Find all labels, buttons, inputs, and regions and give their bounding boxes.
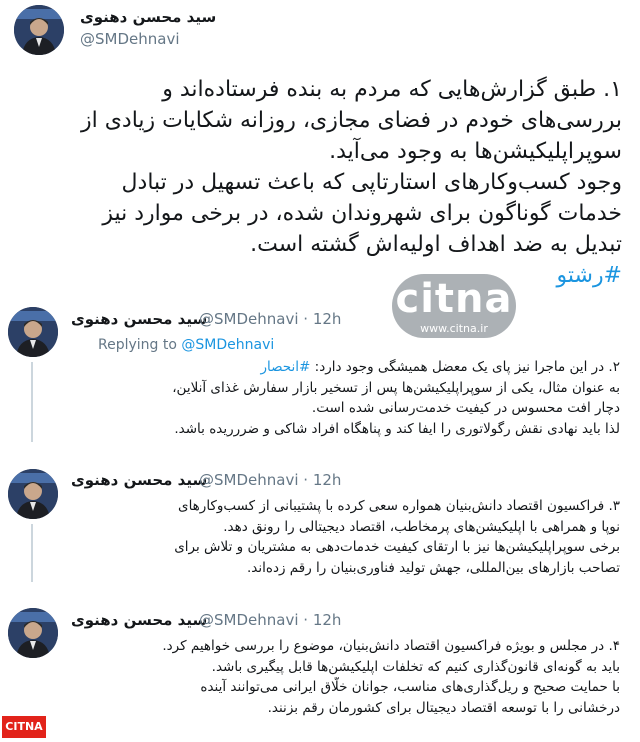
author-handle[interactable]: @SMDehnavi <box>80 30 180 48</box>
tweet-line: سوپراپلیکیشن‌ها به وجود می‌آید. <box>329 139 622 164</box>
avatar[interactable] <box>8 307 58 357</box>
avatar-image <box>8 307 58 357</box>
tweet-line: لذا باید نهادی نقش رگولاتوری را ایفا کند و پناهگاه افراد شاکی و ضررریده باشد. <box>174 420 620 437</box>
tweet-line: خدمات گوناگون برای شهروندان شده، در برخی موارد نیز <box>102 201 622 226</box>
tweet-text <box>88 636 620 718</box>
tweet-line: تبدیل به ضد اهداف اولیه‌اش گشته است. <box>250 232 622 257</box>
avatar[interactable] <box>14 5 64 55</box>
tweet-timestamp[interactable]: 12h <box>312 310 342 328</box>
tweet-line: به عنوان مثال، یکی از سوپراپلیکیشن‌ها پس از تسخیر بازار سفارش غذای آنلاین، <box>172 379 620 396</box>
tweet-line: بررسی‌های خودم در فضای مجازی، روزانه شکایات زیادی از <box>80 108 622 133</box>
watermark-logo-text: citna <box>395 276 513 322</box>
tweet-line: باید به گونه‌ای قانون‌گذاری کنیم که تخلفات اپلیکیشن‌ها قابل پیگیری باشد. <box>211 658 620 675</box>
tweet-text <box>88 496 620 578</box>
author-handle[interactable]: @SMDehnavi · 12h <box>199 471 342 489</box>
author-name[interactable]: سید محسن دهنوی <box>71 471 208 489</box>
tweet-line: ۲. در این ماجرا نیز پای یک معضل همیشگی وجود دارد: <box>314 359 620 375</box>
tweet-line: نوپا و همراهی با اپلیکیشن‌های پرمخاطب، اقتصاد دیجیتالی را رونق دهد. <box>223 518 620 535</box>
tweet-line: با حمایت صحیح و ریل‌گذاری‌های مناسب، جوانان خلّاق ایرانی می‌توانند آینده <box>200 679 620 695</box>
hashtag-link[interactable]: #انحصار <box>260 359 311 375</box>
replying-to-link[interactable]: @SMDehnavi <box>181 337 275 353</box>
thread-line <box>31 362 33 442</box>
tweet-line: وجود کسب‌وکارهای استارتاپی که باعث تسهیل در تبادل <box>121 170 622 195</box>
tweet-line: درخشانی را با توسعه اقتصاد دیجیتال برای کشورمان رقم بزنند. <box>267 699 620 716</box>
avatar-image <box>8 608 58 658</box>
author-handle[interactable]: @SMDehnavi · 12h <box>199 310 342 328</box>
corner-logo: CITNA <box>2 716 46 738</box>
replying-to: Replying to @SMDehnavi <box>98 337 275 353</box>
tweet-line: دچار افت محسوس در کیفیت خدمت‌رسانی شده است. <box>311 400 620 416</box>
watermark-url: www.citna.ir <box>420 322 488 335</box>
tweet-line: ۳. فراکسیون اقتصاد دانش‌بنیان همواره سعی کرده با پشتیبانی از کسب‌وکارهای <box>178 498 620 514</box>
author-name[interactable]: سید محسن دهنوی <box>80 8 217 26</box>
tweet-timestamp[interactable]: 12h <box>312 611 342 629</box>
author-handle[interactable]: @SMDehnavi · 12h <box>199 611 342 629</box>
avatar-image <box>14 5 64 55</box>
tweet-line: ۴. در مجلس و بویژه فراکسیون اقتصاد دانش‌بنیان، موضوع را بررسی خواهیم کرد. <box>162 638 620 654</box>
tweet-line: تصاحب بازارهای بین‌المللی، جهش تولید فناوری‌بنیان را رقم زده‌اند. <box>247 559 620 576</box>
avatar[interactable] <box>8 608 58 658</box>
author-name[interactable]: سید محسن دهنوی <box>71 611 208 629</box>
avatar[interactable] <box>8 469 58 519</box>
tweet-text <box>88 357 620 439</box>
hashtag-link[interactable]: #رشتو <box>556 263 622 288</box>
avatar-image <box>8 469 58 519</box>
tweet-timestamp[interactable]: 12h <box>312 471 342 489</box>
tweet-line: برخی سوپراپلیکیشن‌ها نیز با ارتقای کیفیت خدمات‌دهی به مشتریان و تلاش برای <box>174 539 620 555</box>
thread-line <box>31 524 33 582</box>
tweet-text <box>30 74 622 291</box>
tweet-line: ۱. طبق گزارش‌هایی که مردم به بنده فرستاده‌اند و <box>162 77 622 102</box>
author-name[interactable]: سید محسن دهنوی <box>71 310 208 328</box>
